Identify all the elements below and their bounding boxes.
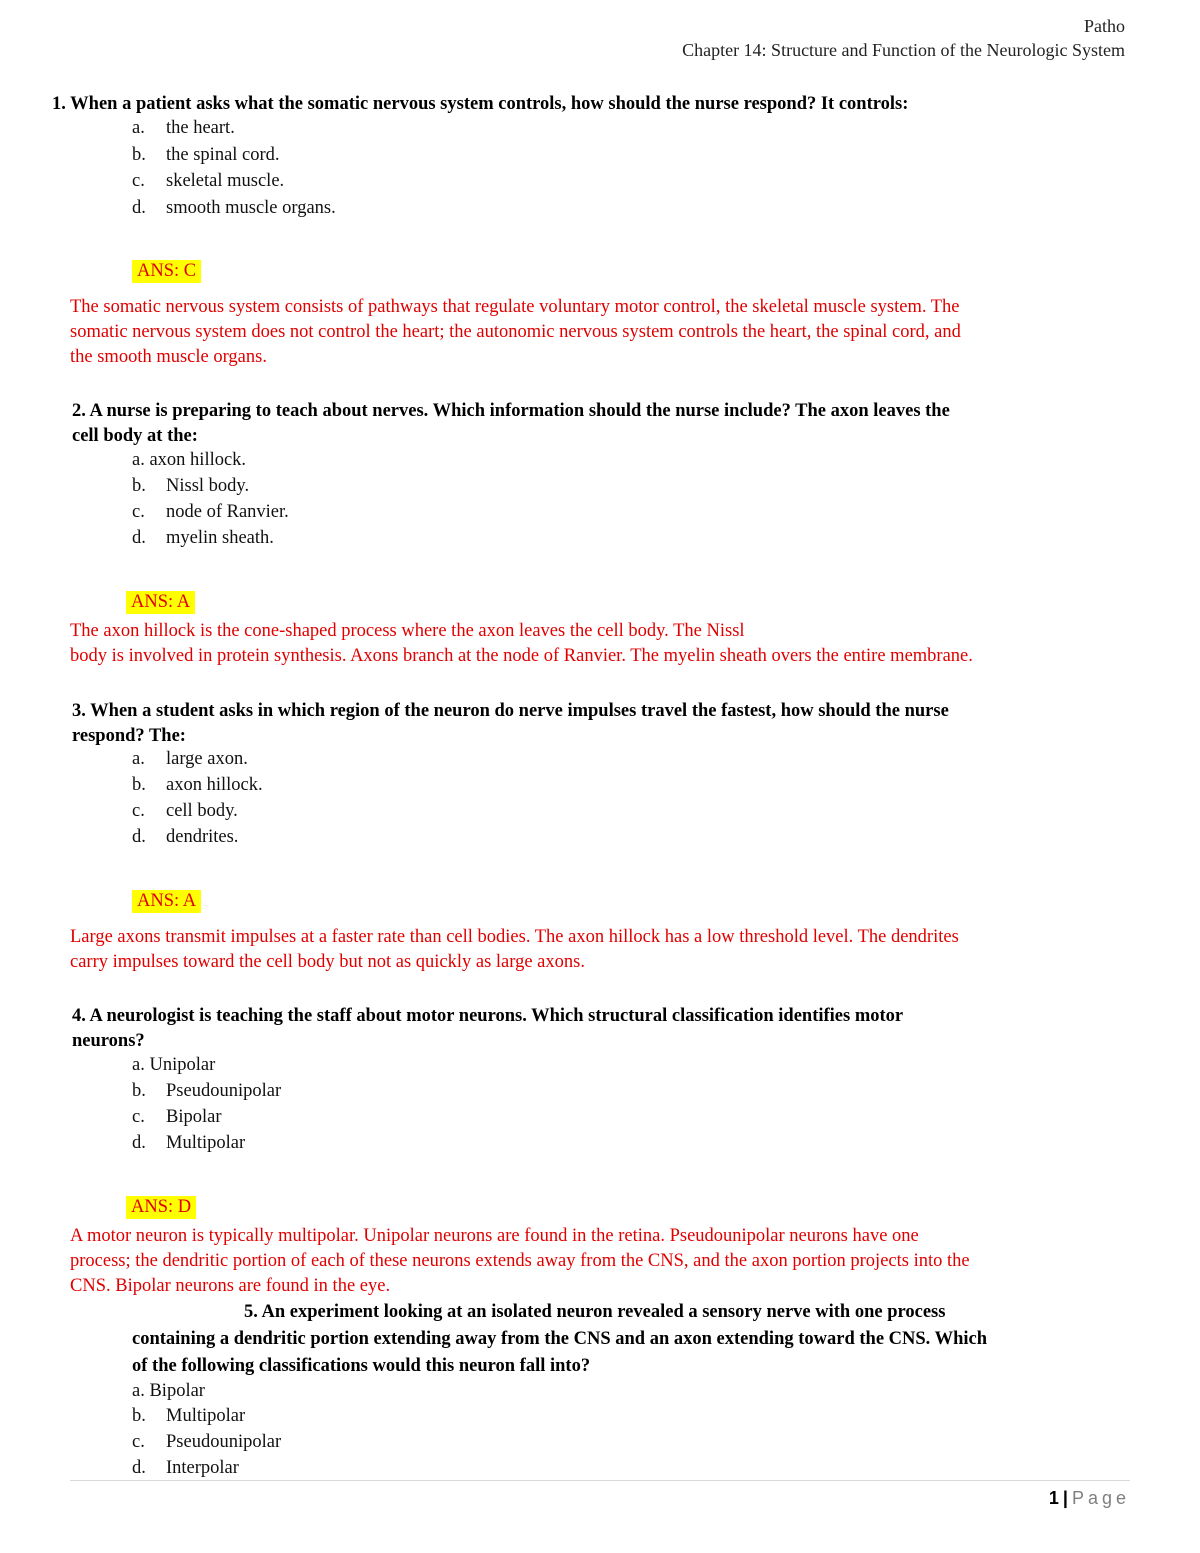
- question-1-option-a: a. the heart.: [132, 118, 235, 138]
- question-2-answer: ANS: A: [126, 591, 195, 614]
- question-2-stem: 2. A nurse is preparing to teach about nerves. Which information should the nurse include? The axon leaves the cell body at the:: [72, 401, 950, 446]
- question-1-option-d: d. smooth muscle organs.: [132, 198, 336, 218]
- question-3-stem: 3. When a student asks in which region of the neuron do nerve impulses travel the fastest, how should the nurse respond? The:: [72, 701, 949, 746]
- question-1-answer: ANS: C: [132, 260, 201, 283]
- question-2-option-d: d. myelin sheath.: [132, 528, 274, 548]
- page-number: 1: [1048, 1488, 1059, 1508]
- question-2-rationale: The axon hillock is the cone-shaped process where the axon leaves the cell body. The Nissl body is involved in protein synthesis. Axons branch at the node of Ranvier. The myelin sheath overs the entire membrane.: [70, 621, 973, 666]
- header-chapter: Chapter 14: Structure and Function of the Neurologic System: [682, 40, 1125, 60]
- question-5-option-d: d. Interpolar: [132, 1458, 239, 1478]
- question-3-option-b: b. axon hillock.: [132, 775, 263, 795]
- question-3-option-c: c. cell body.: [132, 801, 238, 821]
- question-4-stem: 4. A neurologist is teaching the staff about motor neurons. Which structural classification identifies motor neurons?: [72, 1006, 904, 1051]
- question-4-option-a: a. Unipolar: [132, 1055, 216, 1075]
- page-footer: [1049, 1488, 1130, 1509]
- question-3-option-d: d. dendrites.: [132, 827, 239, 847]
- question-4-answer: ANS: D: [126, 1196, 196, 1219]
- question-3-rationale: Large axons transmit impulses at a faster rate than cell bodies. The axon hillock has a low threshold level. The dendrites carry impulses toward the cell body but not as quickly as large axons.: [70, 927, 959, 972]
- question-4-option-b: b. Pseudounipolar: [132, 1081, 282, 1101]
- question-2-option-a: a. axon hillock.: [132, 450, 247, 470]
- question-5-option-c: c. Pseudounipolar: [132, 1432, 282, 1452]
- question-5-stem: 5. An experiment looking at an isolated neuron revealed a sensory nerve with one process containing a dendritic portion extending away from the CNS and an axon extending toward the CNS. Which of the following classifications would this neuron fall into?: [132, 1302, 988, 1376]
- question-3-option-a: a. large axon.: [132, 749, 248, 769]
- header-course: Patho: [1083, 16, 1125, 36]
- question-1-option-c: c. skeletal muscle.: [132, 171, 285, 191]
- question-4-option-c: c. Bipolar: [132, 1107, 222, 1127]
- question-5-option-a: a. Bipolar: [132, 1381, 205, 1401]
- question-2-option-c: c. node of Ranvier.: [132, 502, 289, 522]
- page-label: Page: [1071, 1488, 1130, 1508]
- question-1-option-b: b. the spinal cord.: [132, 145, 280, 165]
- footer-separator: |: [1062, 1488, 1068, 1508]
- footer-divider: [70, 1480, 1130, 1481]
- question-1-stem: 1. When a patient asks what the somatic nervous system controls, how should the nurse respond? It controls:: [52, 94, 909, 114]
- question-5-option-b: b. Multipolar: [132, 1406, 246, 1426]
- question-2-option-b: b. Nissl body.: [132, 476, 250, 496]
- question-1-rationale: The somatic nervous system consists of pathways that regulate voluntary motor control, the skeletal muscle system. The somatic nervous system does not control the heart; the autonomic nervous system controls the heart, the spinal cord, and the smooth muscle organs.: [70, 297, 961, 367]
- question-4-rationale: A motor neuron is typically multipolar. Unipolar neurons are found in the retina. Pseudounipolar neurons have one process; the dendritic portion of each of these neurons extends away from the CNS, and the axon portion projects into the CNS. Bipolar neurons are found in the eye.: [70, 1226, 970, 1296]
- question-4-option-d: d. Multipolar: [132, 1133, 246, 1153]
- question-3-answer: ANS: A: [132, 890, 201, 913]
